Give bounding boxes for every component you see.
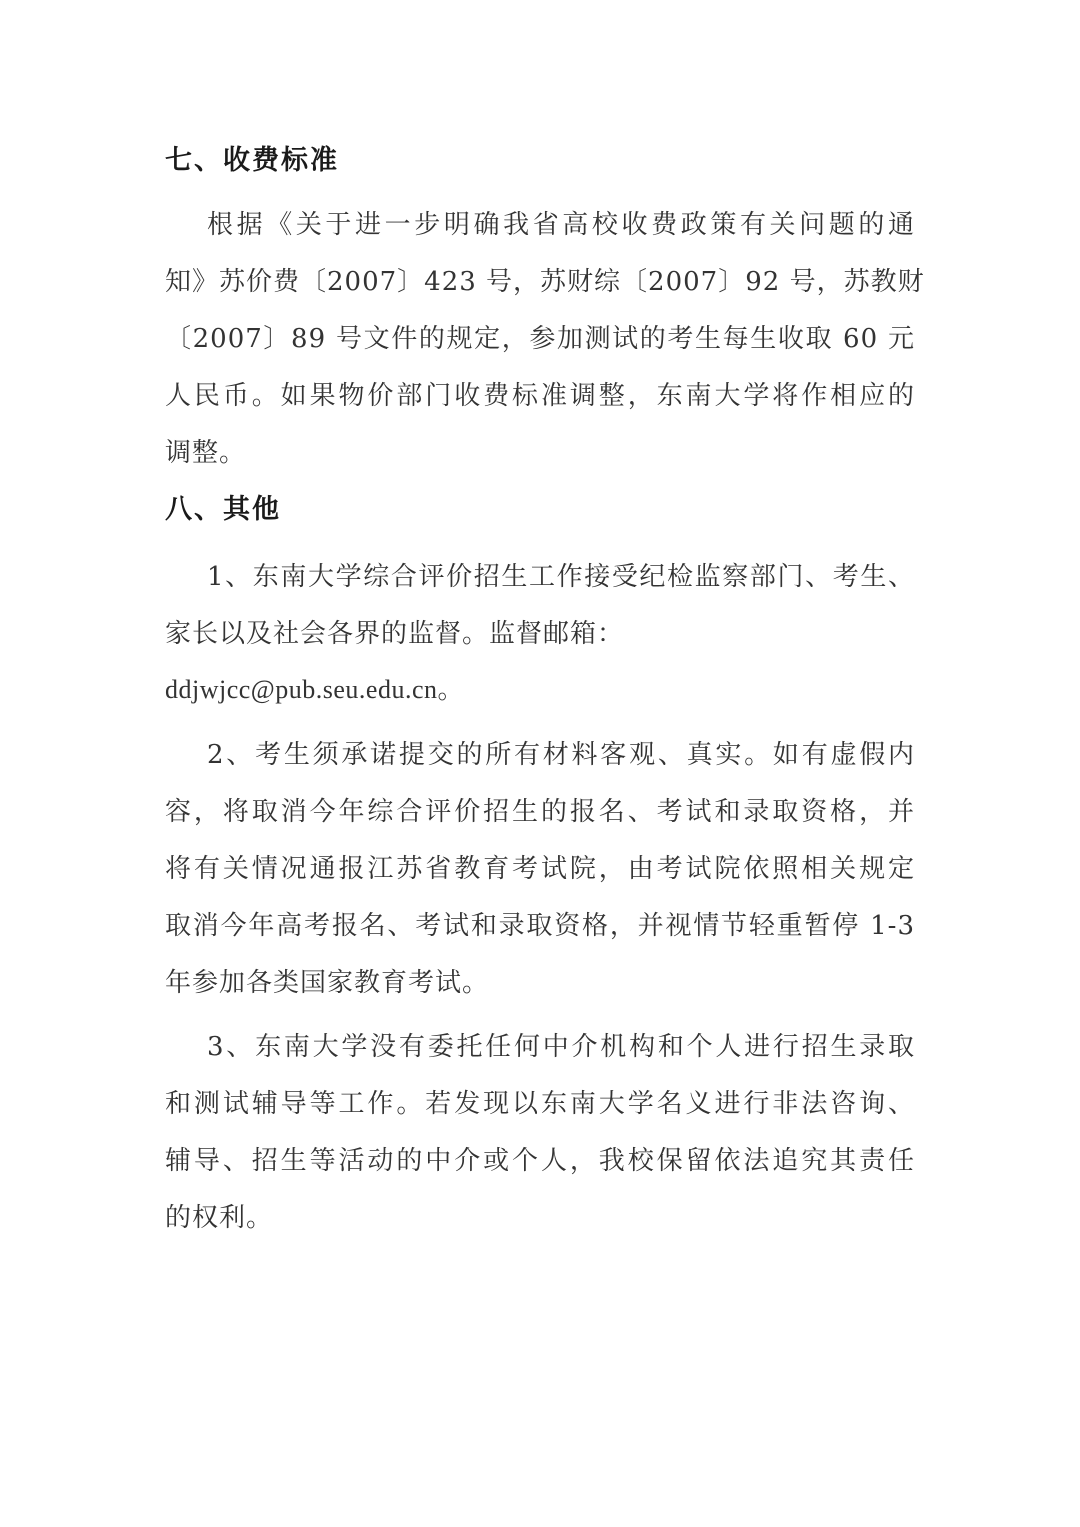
fees-paragraph-line: 人民币。如果物价部门收费标准调整，东南大学将作相应的	[165, 381, 915, 411]
item-3-line: 和测试辅导等工作。若发现以东南大学名义进行非法咨询、	[165, 1089, 915, 1119]
item-3-line: 3、东南大学没有委托任何中介机构和个人进行招生录取	[207, 1032, 915, 1062]
item-1-line: 家长以及社会各界的监督。监督邮箱：	[165, 619, 625, 649]
fees-paragraph-line: 调整。	[165, 438, 247, 468]
item-1-line: 1、东南大学综合评价招生工作接受纪检监察部门、考生、	[207, 562, 915, 592]
fees-paragraph-line: 根据《关于进一步明确我省高校收费政策有关问题的通	[207, 210, 915, 240]
item-2-line: 年参加各类国家教育考试。	[165, 968, 490, 998]
section-heading-other: 八、其他	[165, 494, 281, 525]
item-2-line: 将有关情况通报江苏省教育考试院，由考试院依照相关规定	[165, 854, 915, 884]
fees-paragraph-line: 〔2007〕89 号文件的规定，参加测试的考生每生收取 60 元	[165, 324, 915, 354]
fees-paragraph-line: 知》苏价费〔2007〕423 号，苏财综〔2007〕92 号，苏教财	[165, 267, 925, 297]
section-heading-fees: 七、收费标准	[165, 145, 339, 176]
supervision-email: ddjwjcc@pub.seu.edu.cn。	[165, 675, 464, 704]
item-2-line: 取消今年高考报名、考试和录取资格，并视情节轻重暂停 1-3	[165, 911, 915, 941]
item-2-line: 2、考生须承诺提交的所有材料客观、真实。如有虚假内	[207, 740, 915, 770]
item-3-line: 辅导、招生等活动的中介或个人，我校保留依法追究其责任	[165, 1146, 915, 1176]
item-3-line: 的权利。	[165, 1203, 274, 1233]
item-2-line: 容，将取消今年综合评价招生的报名、考试和录取资格，并	[165, 797, 915, 827]
